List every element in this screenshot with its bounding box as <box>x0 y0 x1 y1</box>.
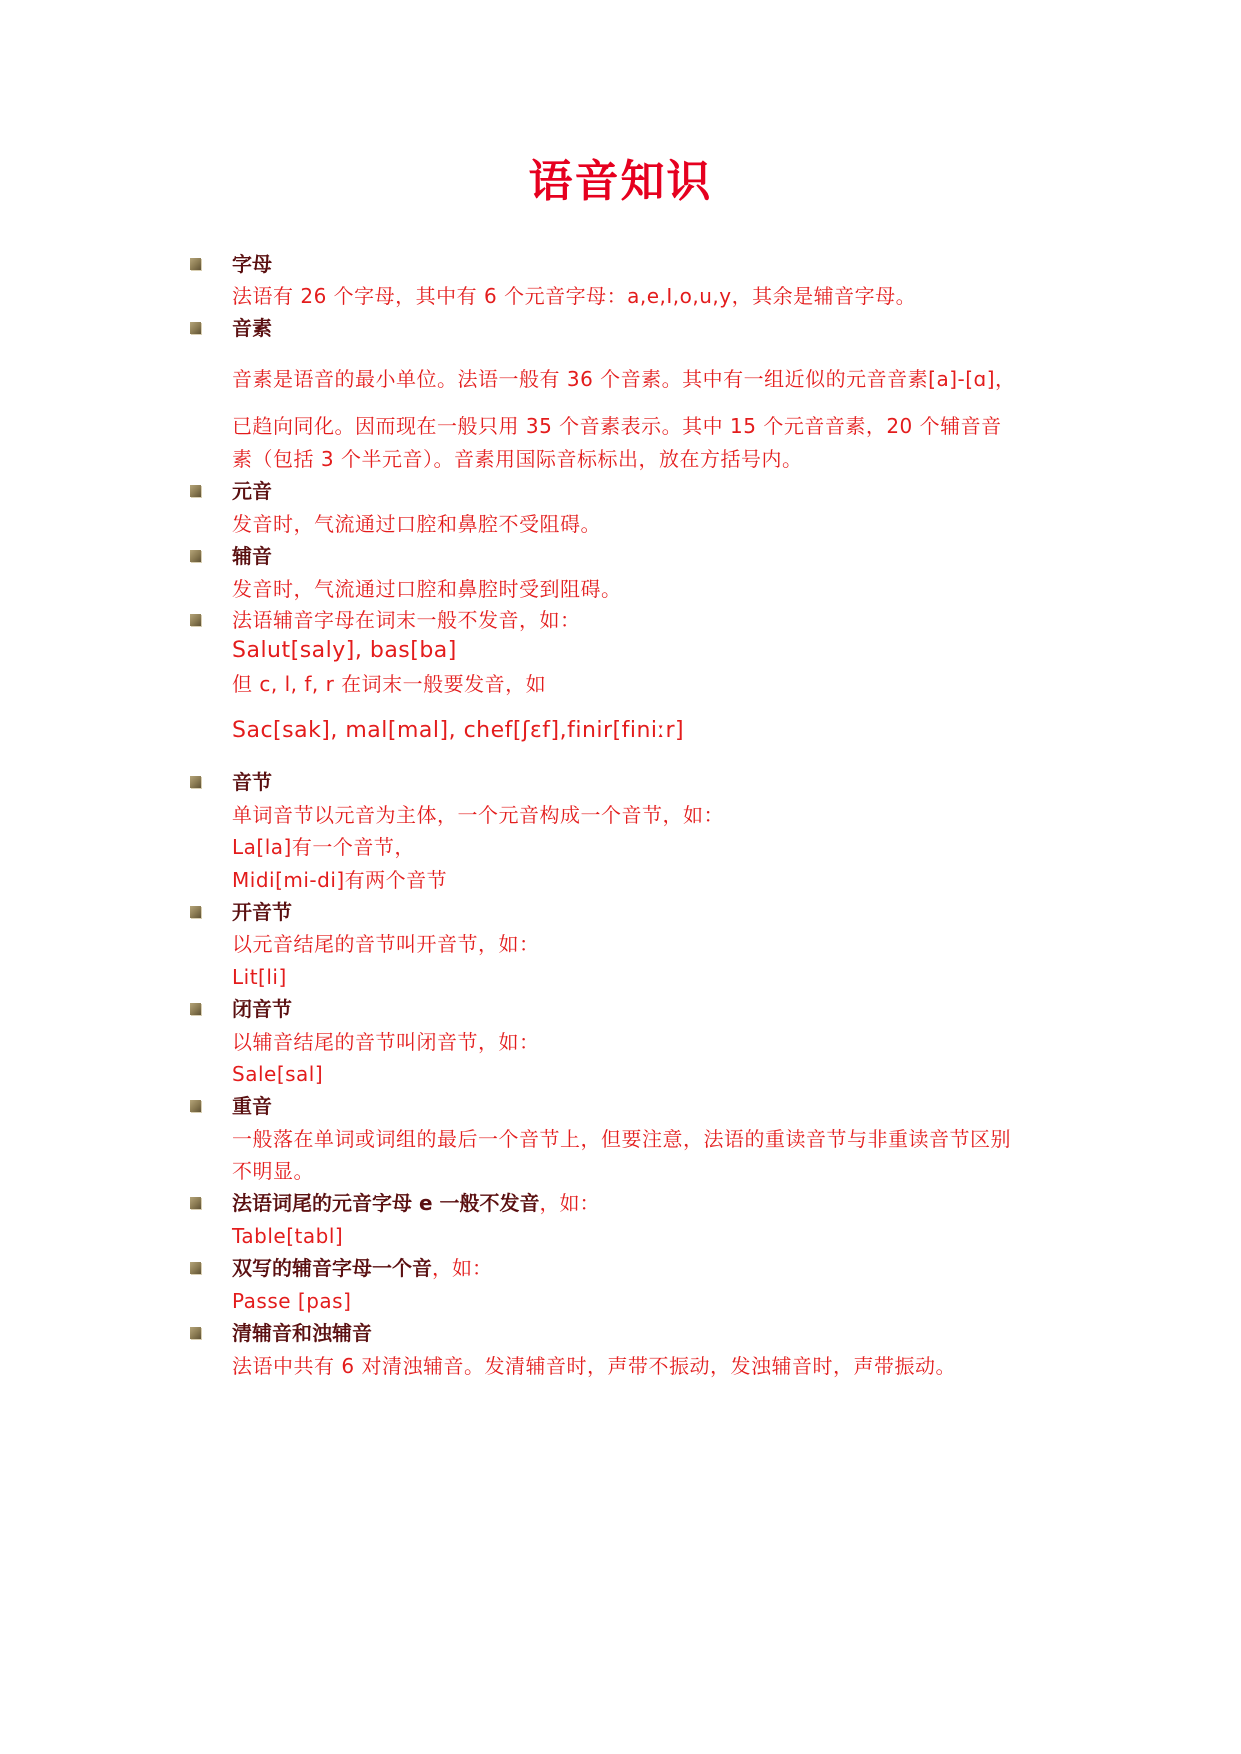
bullet-icon <box>190 550 201 562</box>
section-text: 素（包括 3 个半元音）。音素用国际音标标出，放在方括号内。 <box>232 447 803 471</box>
page-title: 语音知识 <box>528 156 713 207</box>
section-text: 已趋向同化。因而现在一般只用 35 个音素表示。其中 15 个元音音素，20 个辅音音 <box>232 414 1002 438</box>
section-heading: 清辅音和浊辅音 <box>232 1321 372 1345</box>
bullet-icon <box>190 906 201 918</box>
section-heading: 辅音 <box>232 544 272 568</box>
section-text: 发音时，气流通过口腔和鼻腔时受到阻碍。 <box>232 577 622 601</box>
example-text: Sale[sal] <box>232 1062 324 1086</box>
section-text: 以元音结尾的音节叫开音节，如： <box>232 932 540 956</box>
bullet-icon <box>190 1197 201 1209</box>
section-heading-text: 双写的辅音字母一个音 <box>232 1256 432 1280</box>
example-text: Table[tabl] <box>232 1224 344 1248</box>
section-heading: 开音节 <box>232 900 292 924</box>
section-text: 以辅音结尾的音节叫闭音节，如： <box>232 1030 540 1054</box>
section-text: 法语有 26 个字母，其中有 6 个元音字母：a,e,I,o,u,y，其余是辅音字母。 <box>232 284 917 308</box>
example-text: Midi[mi-di]有两个音节 <box>232 868 448 892</box>
bullet-icon <box>190 322 201 334</box>
bullet-icon <box>190 485 201 497</box>
section-heading: 音节 <box>232 770 272 794</box>
bullet-icon <box>190 1003 201 1015</box>
section-heading-suffix: ，如： <box>539 1191 600 1215</box>
bullet-icon <box>190 258 201 270</box>
section-heading-text: 法语词尾的元音字母 e 一般不发音 <box>232 1191 540 1215</box>
section-text: 一般落在单词或词组的最后一个音节上，但要注意，法语的重读音节与非重读音节区别 <box>232 1127 1011 1151</box>
section-heading-suffix: ，如： <box>432 1256 492 1280</box>
section-heading: 法语辅音字母在词末一般不发音，如： <box>232 608 581 632</box>
bullet-icon <box>190 1100 201 1112</box>
section-heading: 元音 <box>232 479 272 503</box>
example-text: Sac[sak], mal[mal], chef[ʃɛf],finir[finiːr] <box>232 718 685 743</box>
section-heading: 重音 <box>232 1094 272 1118</box>
section-heading: 字母 <box>232 252 272 276</box>
section-text: 不明显。 <box>232 1159 314 1183</box>
example-text: Salut[saly], bas[ba] <box>232 638 457 663</box>
bullet-icon <box>190 1262 201 1274</box>
section-heading <box>232 1254 492 1282</box>
example-text: Passe [pas] <box>232 1289 352 1313</box>
section-text: 但 c, l, f, r 在词末一般要发音，如 <box>232 672 547 696</box>
bullet-icon <box>190 614 201 626</box>
section-heading: 闭音节 <box>232 997 292 1021</box>
example-text: La[la]有一个音节， <box>232 835 415 859</box>
section-heading: 音素 <box>232 316 272 340</box>
section-text: 音素是语音的最小单位。法语一般有 36 个音素。其中有一组近似的元音音素[a]-[ɑ]， <box>232 367 1016 391</box>
section-text: 发音时，气流通过口腔和鼻腔不受阻碍。 <box>232 512 601 536</box>
section-text: 单词音节以元音为主体，一个元音构成一个音节，如： <box>232 803 724 827</box>
section-text: 法语中共有 6 对清浊辅音。发清辅音时，声带不振动，发浊辅音时，声带振动。 <box>232 1354 956 1378</box>
bullet-icon <box>190 776 201 788</box>
section-heading <box>232 1189 600 1217</box>
bullet-icon <box>190 1327 201 1339</box>
example-text: Lit[li] <box>232 965 287 989</box>
